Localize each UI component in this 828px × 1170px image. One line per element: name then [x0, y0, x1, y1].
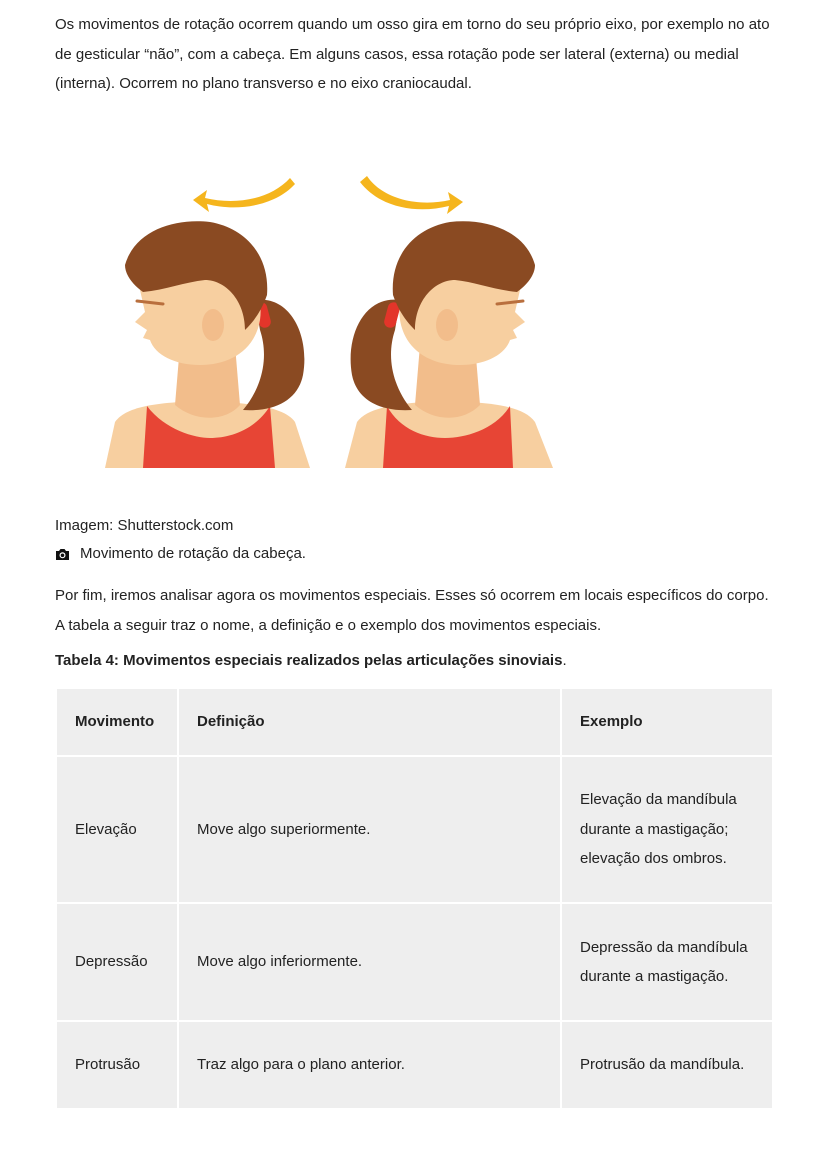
table-row — [57, 757, 772, 902]
right-head-figure — [345, 176, 553, 468]
left-rotation-arrow — [193, 178, 295, 212]
figure-caption-text: Movimento de rotação da cabeça. — [80, 545, 306, 562]
table-row — [57, 904, 772, 1020]
head-rotation-illustration — [95, 160, 565, 475]
cell-definicao: Move algo inferiormente. — [179, 904, 560, 1020]
camera-icon — [55, 548, 70, 561]
exemplo-line: elevação dos ombros. — [580, 850, 727, 868]
cell-exemplo — [562, 1022, 772, 1108]
cell-exemplo — [562, 904, 772, 1020]
special-movements-paragraph: Por fim, iremos analisar agora os movimentos especiais. Esses só ocorrem em locais específicos do corpo. A tabela a seguir traz o nome, a definição e o exemplo dos movimentos especiais. — [55, 587, 769, 634]
exemplo-line: durante a mastigação. — [580, 968, 729, 985]
cell-movimento: Protrusão — [57, 1022, 177, 1108]
left-head-figure — [105, 178, 310, 468]
table-row — [57, 1022, 772, 1108]
figure-caption — [55, 544, 306, 564]
exemplo-line: durante a mastigação; — [580, 820, 729, 838]
exemplo-line: Elevação da mandíbula — [580, 791, 737, 809]
table-title-bold: Tabela 4: Movimentos especiais realizados pelas articulações sinoviais — [55, 652, 563, 669]
cell-definicao: Move algo superiormente. — [179, 757, 560, 902]
exemplo-line: Depressão da mandíbula — [580, 938, 748, 956]
header-exemplo: Exemplo — [562, 689, 772, 755]
table-header-row — [57, 689, 772, 755]
table-title — [55, 651, 567, 671]
cell-movimento: Elevação — [57, 757, 177, 902]
cell-exemplo — [562, 757, 772, 902]
special-movements-table — [55, 687, 774, 1110]
exemplo-line: Protrusão da mandíbula. — [580, 1056, 745, 1074]
table-title-suffix: . — [562, 652, 567, 669]
header-definicao: Definição — [179, 689, 560, 755]
header-movimento: Movimento — [57, 689, 177, 755]
image-credit: Imagem: Shutterstock.com — [55, 517, 234, 534]
cell-movimento: Depressão — [57, 904, 177, 1020]
right-rotation-arrow — [360, 176, 463, 214]
intro-paragraph: Os movimentos de rotação ocorrem quando um osso gira em torno do seu próprio eixo, por exemplo no ato de gesticular “não”, com a cabeça. Em alguns casos, essa rotação pode ser lateral (externa) ou medial (interna). Ocorrem no plano transverso e no eixo craniocaudal. — [55, 16, 770, 92]
cell-definicao: Traz algo para o plano anterior. — [179, 1022, 560, 1108]
